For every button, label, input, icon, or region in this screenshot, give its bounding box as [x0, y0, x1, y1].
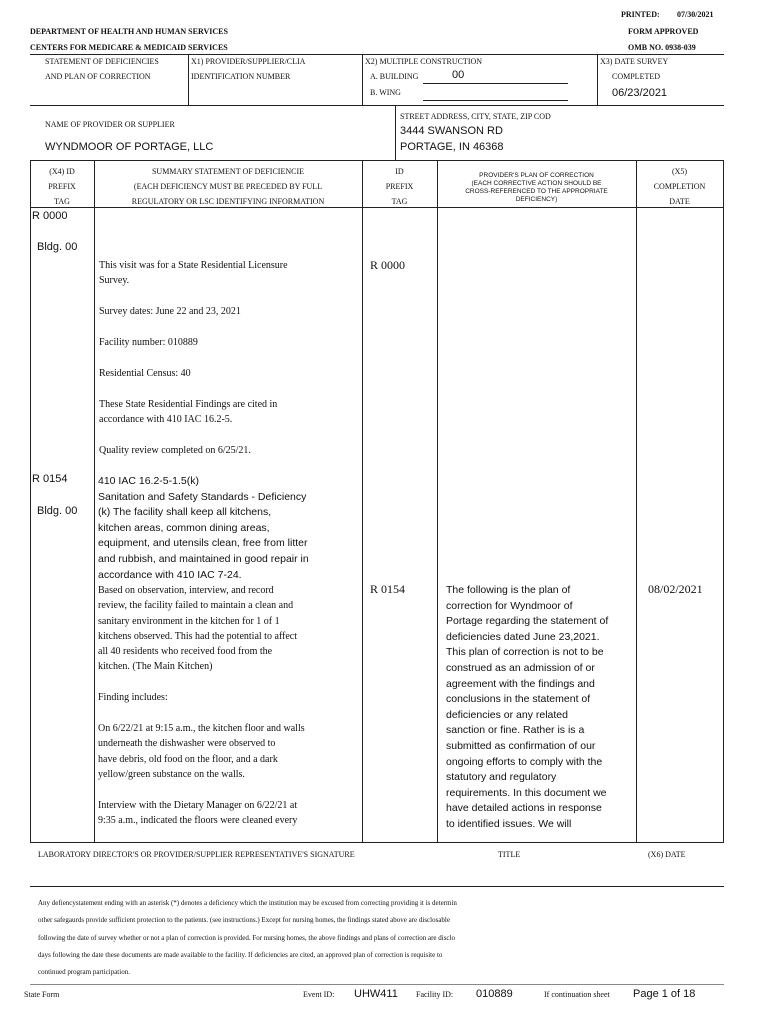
x4-id-label: (X4) ID	[49, 167, 75, 176]
summary-label-line2: (EACH DEFICIENCY MUST BE PRECEDED BY FULL	[133, 182, 323, 191]
building-tag-2: Bldg. 00	[37, 505, 78, 517]
survey-completed-date: 06/23/2021	[612, 87, 668, 99]
event-id-label: Event ID:	[303, 990, 335, 999]
wing-label: B. WING	[370, 88, 401, 97]
prefix-tag-r0000: R 0000	[32, 210, 68, 222]
provider-name: WYNDMOOR OF PORTAGE, LLC	[45, 141, 214, 153]
summary-label-line1: SUMMARY STATEMENT OF DEFICIENCIE	[151, 167, 305, 176]
id-prefix-label: PREFIX	[385, 182, 414, 191]
id-label: ID	[395, 167, 404, 176]
completed-label: COMPLETED	[612, 72, 660, 81]
plan-label-line4: DEFICIENCY)	[515, 196, 558, 203]
finding-paragraph: Based on observation, interview, and record review, the facility failed to maintain a clean and sanitary environment in the kitchen for 1 of 1 kitchens observed. This had the potential to affect all 40 residents who received food from the kitchen. (The Main Kitchen)	[98, 585, 298, 673]
facility-id-label: Facility ID:	[416, 990, 454, 999]
omb-number: OMB NO. 0938-039	[628, 43, 696, 52]
completion-date-value: 08/02/2021	[648, 582, 703, 596]
completion-date-label: DATE	[669, 197, 690, 206]
plan-of-correction-text: The following is the plan of correction for Wyndmoor of Portage regarding the statement of deficiencies dated June 23,2021. This plan of correction is not to be construed as an admission of or agreement with the findings and conclusions in the statement of deficiencies or any related sanction or fine. Rather is is a submitted as confirmation of our ongoing efforts to comply with the statutory and regulatory requirements. In this document we have detailed actions in response to identified issues. We will	[446, 584, 609, 830]
findings-cited-paragraph: These State Residential Findings are cited in accordance with 410 IAC 16.2-5.	[99, 399, 278, 426]
plan-label-line1: PROVIDER'S PLAN OF CORRECTION	[479, 172, 594, 179]
state-form-label: State Form	[24, 990, 60, 999]
plan-label-line3: CROSS-REFERENCED TO THE APPROPRIATE	[465, 188, 608, 195]
x4-tag-label: TAG	[54, 197, 70, 206]
statement-label-line1: STATEMENT OF DEFICIENCIES	[45, 57, 159, 66]
centers-title: CENTERS FOR MEDICARE & MEDICAID SERVICES	[30, 43, 228, 52]
statement-label-line2: AND PLAN OF CORRECTION	[45, 72, 151, 81]
printed-date: 07/30/2021	[677, 10, 714, 19]
provider-id-label-line1: X1) PROVIDER/SUPPLIER/CLIA	[191, 57, 306, 66]
signature-date-label: (X6) DATE	[648, 850, 686, 859]
interview-paragraph: Interview with the Dietary Manager on 6/22/21 at 9:35 a.m., indicated the floors were cleaned every	[98, 800, 298, 827]
facility-id-value: 010889	[476, 988, 513, 1000]
multiple-construction-label: X2) MULTIPLE CONSTRUCTION	[365, 57, 483, 66]
date-survey-label: X3) DATE SURVEY	[600, 57, 669, 66]
provider-name-label: NAME OF PROVIDER OR SUPPLIER	[45, 120, 175, 129]
street-address-label: STREET ADDRESS, CITY, STATE, ZIP COD	[400, 112, 551, 121]
observation-paragraph: On 6/22/21 at 9:15 a.m., the kitchen floor and walls underneath the dishwasher were observed to have debris, old food on the floor, and a dark yellow/green substance on the walls.	[98, 723, 305, 780]
completion-label: COMPLETION	[653, 182, 706, 191]
summary-label-line3: REGULATORY OR LSC IDENTIFYING INFORMATION	[131, 197, 325, 206]
quality-review: Quality review completed on 6/25/21.	[99, 445, 251, 456]
continuation-label: If continuation sheet	[544, 990, 610, 999]
building-label: A. BUILDING	[370, 72, 419, 81]
facility-number: Facility number: 010889	[99, 337, 198, 348]
id-prefix-tag-r0154: R 0154	[370, 582, 406, 596]
regulation-text: 410 IAC 16.2-5-1.5(k) Sanitation and Safety Standards - Deficiency (k) The facility shall keep all kitchens, kitchen areas, common dining areas, equipment, and utensils clean, free from litter and rubbish, and maintained in good repair in accordance with 410 IAC 7-24.	[98, 475, 309, 581]
survey-dates: Survey dates: June 22 and 23, 2021	[99, 306, 241, 317]
printed-label: PRINTED:	[621, 10, 660, 19]
form-approved: FORM APPROVED	[628, 27, 699, 36]
provider-id-label-line2: IDENTIFICATION NUMBER	[191, 72, 291, 81]
x5-label: (X5)	[671, 167, 688, 176]
x4-prefix-label: PREFIX	[48, 182, 76, 191]
finding-includes: Finding includes:	[98, 692, 168, 703]
prefix-tag-r0154: R 0154	[32, 473, 68, 485]
plan-label-line2: (EACH CORRECTIVE ACTION SHOULD BE	[471, 180, 602, 187]
signature-label: LABORATORY DIRECTOR'S OR PROVIDER/SUPPLIER REPRESENTATIVE'S SIGNATURE	[38, 850, 355, 859]
building-tag-1: Bldg. 00	[37, 241, 78, 253]
event-id-value: UHW411	[354, 988, 398, 1000]
building-value: 00	[452, 69, 465, 81]
address-line2: PORTAGE, IN 46368	[400, 141, 504, 153]
department-title: DEPARTMENT OF HEALTH AND HUMAN SERVICES	[30, 27, 228, 36]
id-tag-label: TAG	[391, 197, 408, 206]
address-line1: 3444 SWANSON RD	[400, 125, 503, 137]
visit-paragraph: This visit was for a State Residential Licensure Survey.	[99, 260, 288, 287]
id-prefix-tag-r0000: R 0000	[370, 258, 406, 272]
footnote: Any defiencystatement ending with an asterisk (*) denotes a deficiency which the institution may be excused from correcting providing it is determin other safegaurds provide sufficient protection to the patients. (see instructions.) Except for nursing homes, the findings stated above are disclosable following the date of survey whether or not a plan of correction is provided. For nursing homes, the above findings and plans of correction are disclo days following the date these documents are made available to the facility. If deficiencies are cited, an approved plan of correction is requisite to continued program participation.	[38, 899, 457, 977]
page-number: Page 1 of 18	[633, 988, 696, 1000]
title-label: TITLE	[498, 850, 521, 859]
residential-census: Residential Census: 40	[99, 368, 191, 379]
